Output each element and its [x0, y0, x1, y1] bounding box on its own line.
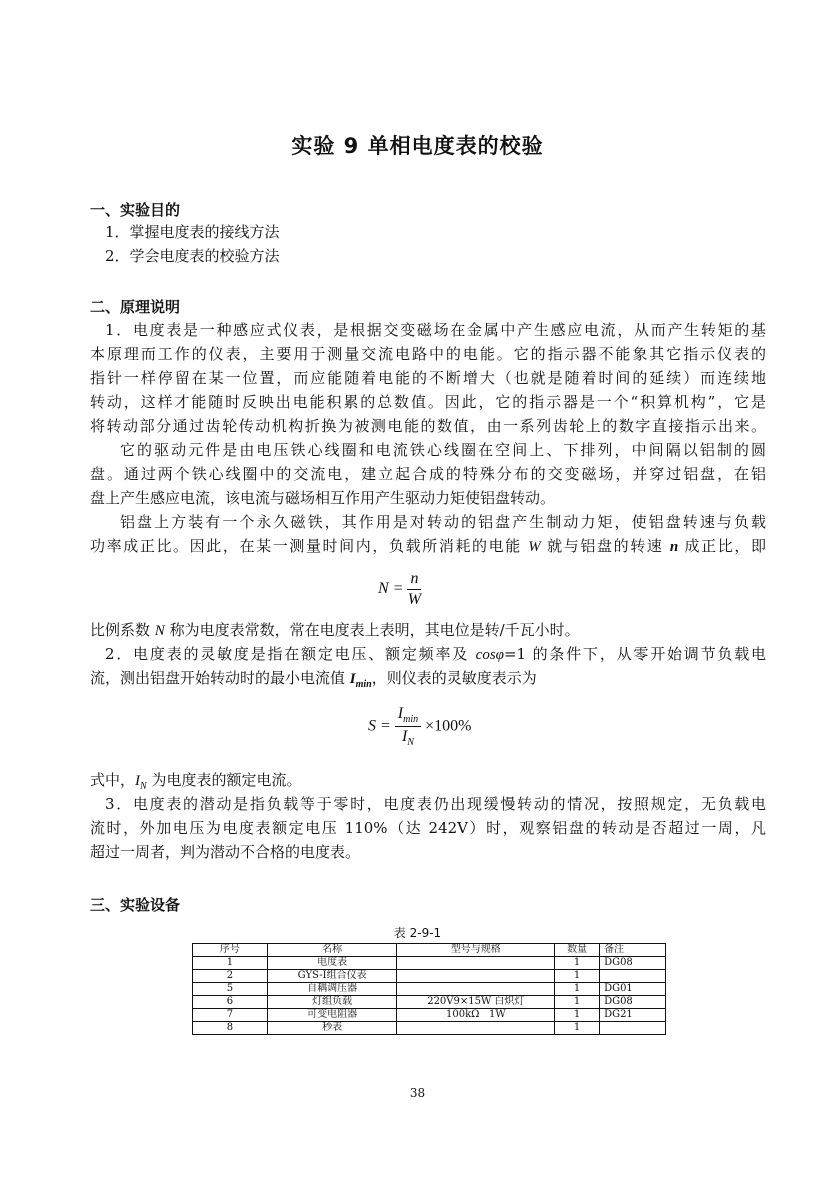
cell-index: 7: [193, 1009, 268, 1022]
cell-name: 秒表: [267, 1022, 397, 1035]
formula1-denominator: W: [407, 591, 422, 608]
cell-name: 自耦调压器: [267, 983, 397, 996]
principle-p5-line-2: 流时，外加电压为电度表额定电压 110%（达 242V）时，观察铝盘的转动是否超过一周，凡: [90, 819, 766, 837]
section-heading-equipment: 三、实验设备: [90, 896, 181, 914]
cell-remark: DG08: [600, 957, 666, 970]
principle-p5-line-1: 3．电度表的潜动是指负载等于零时，电度表仍出现缓慢转动的情况，按照规定，无负载电: [105, 795, 766, 813]
purpose-item-1: 1．掌握电度表的接线方法: [105, 223, 280, 241]
rated-current-explanation: 式中，$I_N$ 为电度表的额定电流。: [90, 771, 302, 792]
cell-index: 2: [193, 970, 268, 983]
principle-p1-line-2: 本原理而工作的仪表，主要用于测量交流电路中的电能。它的指示器不能象其它指示仪表的: [90, 345, 766, 363]
cell-remark: [600, 970, 666, 983]
section-heading-purpose: 一、实验目的: [90, 201, 181, 219]
meter-constant-explanation: 比例系数 N 称为电度表常数，常在电度表上表明，其电位是转/千瓦小时。: [90, 621, 580, 639]
cell-remark: DG08: [600, 996, 666, 1009]
cell-name: GYS-Ⅰ组合仪表: [267, 970, 397, 983]
formula1-lhs: N =: [378, 580, 404, 598]
header-model: 型号与规格: [397, 944, 555, 957]
cell-quantity: 1: [555, 1009, 600, 1022]
cell-model: [397, 983, 555, 996]
cell-name: 灯组负载: [267, 996, 397, 1009]
formula2-lhs: S =: [368, 717, 391, 735]
principle-p1-line-5: 将转动部分通过齿轮传动机构折换为被测电能的数值，由一系列齿轮上的数字直接指示出来。: [90, 417, 766, 435]
formula1-numerator: n: [407, 570, 421, 590]
cell-quantity: 1: [555, 996, 600, 1009]
table-caption: 表 2-9-1: [393, 926, 442, 940]
formula-meter-constant: [378, 570, 421, 609]
cell-quantity: 1: [555, 957, 600, 970]
table-row: [193, 970, 666, 983]
header-remark: 备注: [600, 944, 666, 957]
principle-p3-line-2: 功率成正比。因此，在某一测量时间内，负载所消耗的电能 W 就与铝盘的转速 n 成正比，即: [90, 537, 766, 555]
cell-remark: [600, 1022, 666, 1035]
principle-p4-line-1: 2．电度表的灵敏度是指在额定电压、额定频率及 cosφ=1 的条件下，从零开始调节负载电: [105, 645, 766, 663]
formula1-fraction: [407, 570, 421, 609]
cell-quantity: 1: [555, 983, 600, 996]
cell-index: 1: [193, 957, 268, 970]
principle-p4-line-2: 流，测出铝盘开始转动时的最小电流值 $I_{min}$，则仪表的灵敏度表示为: [90, 669, 537, 690]
cell-index: 8: [193, 1022, 268, 1035]
cell-quantity: 1: [555, 1022, 600, 1035]
header-quantity: 数量: [555, 944, 600, 957]
table-row: [193, 1009, 666, 1022]
formula-sensitivity: [368, 705, 471, 748]
principle-p1-line-3: 指针一样停留在某一位置，而应能随着电能的不断增大（也就是随着时间的延续）而连续地: [90, 369, 766, 387]
table-row: [193, 983, 666, 996]
cell-name: 可变电阻器: [267, 1009, 397, 1022]
principle-p2-line-2: 盘。通过两个铁心线圈中的交流电，建立起合成的特殊分布的交变磁场，并穿过铝盘，在铝: [90, 465, 766, 483]
cell-quantity: 1: [555, 970, 600, 983]
principle-p2-line-1: 它的驱动元件是由电压铁心线圈和电流铁心线圈在空间上、下排列，中间隔以铝制的圆: [120, 441, 766, 459]
page-number: 38: [409, 1086, 426, 1100]
principle-p2-line-3: 盘上产生感应电流，该电流与磁场相互作用产生驱动力矩使铝盘转动。: [90, 489, 556, 507]
equipment-table: [192, 943, 666, 1035]
cell-model: 220V9×15W 白炽灯: [397, 996, 555, 1009]
formula2-tail: ×100%: [425, 717, 472, 735]
cell-model: [397, 970, 555, 983]
cell-name: 电度表: [267, 957, 397, 970]
principle-p1-line-4: 转动，这样才能随时反映出电能积累的总数值。因此，它的指示器是一个“积算机构”，它是: [90, 393, 766, 411]
principle-p1-line-1: 1．电度表是一种感应式仪表，是根据交变磁场在金属中产生感应电流，从而产生转矩的基: [105, 321, 766, 339]
table-row: [193, 1022, 666, 1035]
table-row: [193, 996, 666, 1009]
header-index: 序号: [193, 944, 268, 957]
table-header-row: [193, 944, 666, 957]
formula2-denominator: $I_N$: [401, 728, 414, 749]
cell-model: [397, 957, 555, 970]
cell-model: 100kΩ 1W: [397, 1009, 555, 1022]
formula2-fraction: [395, 705, 421, 748]
section-heading-principle: 二、原理说明: [90, 298, 181, 316]
formula2-numerator: $I_{min}$: [395, 705, 421, 727]
cell-index: 6: [193, 996, 268, 1009]
table-row: [193, 957, 666, 970]
cell-remark: DG01: [600, 983, 666, 996]
header-name: 名称: [267, 944, 397, 957]
principle-p3-line-1: 铝盘上方装有一个永久磁铁，其作用是对转动的铝盘产生制动力矩，使铝盘转速与负载: [120, 513, 766, 531]
page-title: 实验 9 单相电度表的校验: [291, 134, 544, 158]
cell-model: [397, 1022, 555, 1035]
cell-index: 5: [193, 983, 268, 996]
principle-p5-line-3: 超过一周者，判为潜动不合格的电度表。: [90, 843, 361, 861]
cell-remark: DG21: [600, 1009, 666, 1022]
purpose-item-2: 2．学会电度表的校验方法: [105, 247, 280, 265]
